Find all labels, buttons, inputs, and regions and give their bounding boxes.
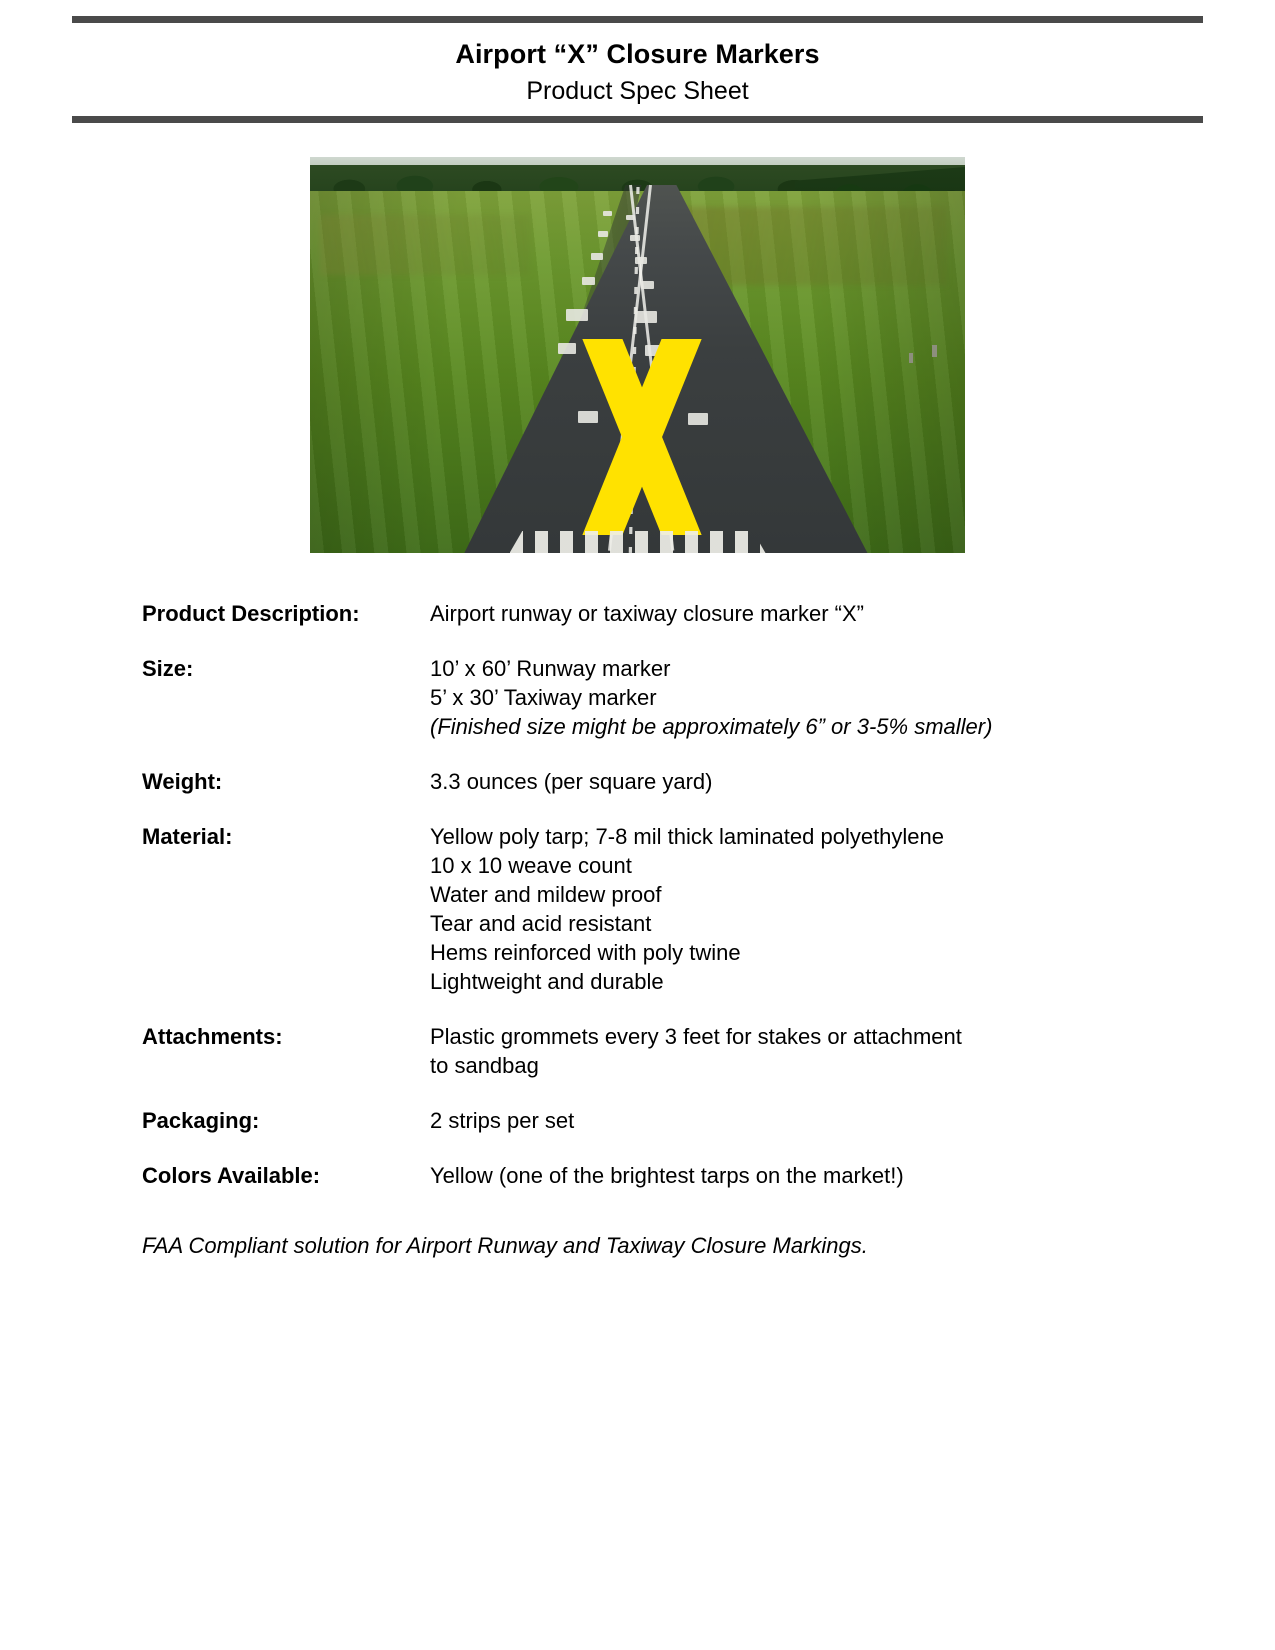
touchdown-marking bbox=[641, 281, 654, 289]
spec-value-group bbox=[430, 1161, 1203, 1190]
spec-value-line: Airport runway or taxiway closure marker “X” bbox=[430, 601, 865, 627]
spec-label: Attachments: bbox=[142, 1024, 283, 1050]
document-header bbox=[72, 0, 1203, 123]
spec-value-line: Hems reinforced with poly twine bbox=[430, 940, 741, 966]
runway-threshold-bars bbox=[510, 531, 766, 553]
product-photo-container bbox=[72, 157, 1203, 553]
spec-value-line: Water and mildew proof bbox=[430, 882, 662, 908]
spec-value-group bbox=[430, 822, 1203, 996]
spec-value-line: 5’ x 30’ Taxiway marker bbox=[430, 685, 657, 711]
spec-row-material bbox=[142, 822, 1203, 996]
spec-row-packaging bbox=[142, 1106, 1203, 1135]
touchdown-marking bbox=[635, 311, 657, 323]
spec-value-group bbox=[430, 1106, 1203, 1135]
yellow-closure-x-marking bbox=[550, 339, 735, 535]
specification-list bbox=[72, 599, 1203, 1190]
touchdown-marking bbox=[635, 257, 647, 264]
spec-value-note: (Finished size might be approximately 6” or 3-5% smaller) bbox=[430, 714, 993, 740]
airfield-equipment bbox=[932, 345, 937, 357]
header-bottom-rule bbox=[72, 116, 1203, 123]
touchdown-marking bbox=[598, 231, 608, 237]
touchdown-marking bbox=[626, 215, 635, 220]
touchdown-marking bbox=[591, 253, 603, 260]
airfield-equipment bbox=[909, 353, 913, 363]
touchdown-marking bbox=[582, 277, 595, 285]
spec-value-line: Yellow (one of the brightest tarps on the market!) bbox=[430, 1163, 904, 1189]
spec-value-line: 10 x 10 weave count bbox=[430, 853, 632, 879]
compliance-footer-note: FAA Compliant solution for Airport Runway and Taxiway Closure Markings. bbox=[142, 1232, 868, 1258]
spec-row-product-description bbox=[142, 599, 1203, 628]
spec-value-group bbox=[430, 599, 1203, 628]
spec-value-line: Yellow poly tarp; 7-8 mil thick laminated polyethylene bbox=[430, 824, 945, 850]
spec-value-line: Plastic grommets every 3 feet for stakes or attachment bbox=[430, 1024, 962, 1050]
spec-value-line: 10’ x 60’ Runway marker bbox=[430, 656, 671, 682]
runway-closure-photo bbox=[310, 157, 965, 553]
spec-row-colors-available bbox=[142, 1161, 1203, 1190]
spec-label: Weight: bbox=[142, 769, 223, 795]
spec-row-weight bbox=[142, 767, 1203, 796]
touchdown-marking bbox=[566, 309, 588, 321]
field-patch-left bbox=[320, 215, 530, 275]
header-text-block bbox=[72, 23, 1203, 116]
spec-value-line: Lightweight and durable bbox=[430, 969, 664, 995]
spec-value-line: 3.3 ounces (per square yard) bbox=[430, 769, 713, 795]
page-title: Airport “X” Closure Markers bbox=[455, 39, 820, 69]
spec-value-line: Tear and acid resistant bbox=[430, 911, 652, 937]
spec-value-line: to sandbag bbox=[430, 1053, 539, 1079]
spec-value-group bbox=[430, 1022, 1203, 1080]
touchdown-marking bbox=[603, 211, 612, 216]
spec-label: Material: bbox=[142, 824, 233, 850]
header-top-rule bbox=[72, 16, 1203, 23]
spec-value-group bbox=[430, 767, 1203, 796]
spec-value-group bbox=[430, 654, 1203, 741]
spec-label: Colors Available: bbox=[142, 1163, 321, 1189]
spec-label: Packaging: bbox=[142, 1108, 260, 1134]
spec-label: Product Description: bbox=[142, 601, 360, 627]
spec-value-line: 2 strips per set bbox=[430, 1108, 575, 1134]
spec-label: Size: bbox=[142, 656, 194, 682]
touchdown-marking bbox=[630, 235, 640, 241]
spec-row-size bbox=[142, 654, 1203, 741]
spec-row-attachments bbox=[142, 1022, 1203, 1080]
page-subtitle: Product Spec Sheet bbox=[526, 76, 749, 105]
